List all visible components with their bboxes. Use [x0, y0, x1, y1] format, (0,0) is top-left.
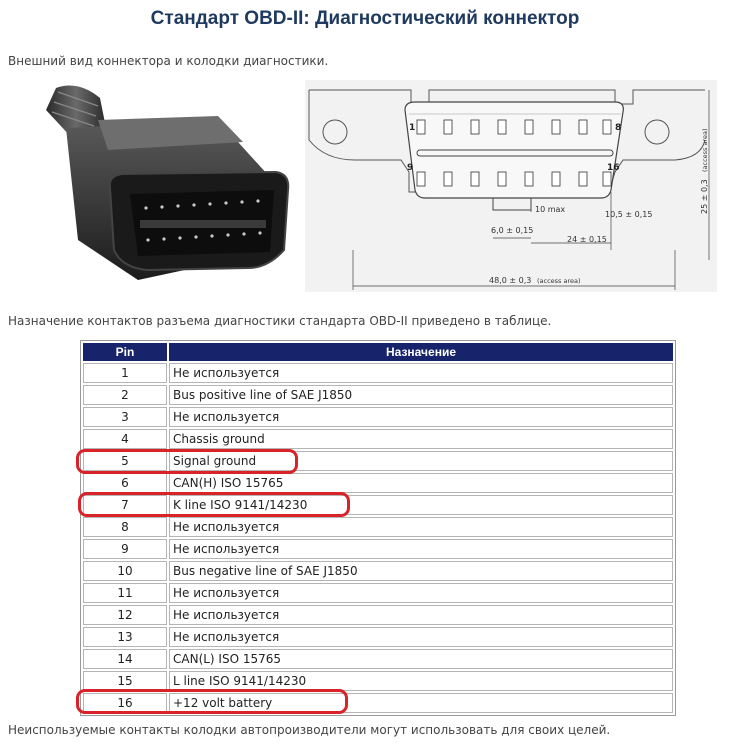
pin-1-label: 1 [409, 123, 416, 133]
dim-25: 25 ± 0,3 [700, 179, 709, 214]
purpose-column-header: Назначение [169, 343, 673, 361]
pin-purpose: Не используется [169, 363, 673, 383]
pin-purpose: Bus positive line of SAE J1850 [169, 385, 673, 405]
pin-number: 9 [83, 539, 167, 559]
dim-24: 24 ± 0,15 [567, 235, 607, 244]
pin-number: 6 [83, 473, 167, 493]
pin-number: 16 [83, 693, 167, 713]
pin-purpose: Signal ground [169, 451, 673, 471]
pin-purpose: Не используется [169, 407, 673, 427]
table-row [83, 539, 673, 559]
table-row [83, 561, 673, 581]
pin-number: 8 [83, 517, 167, 537]
pin-number: 2 [83, 385, 167, 405]
pin-number: 14 [83, 649, 167, 669]
pin-number: 12 [83, 605, 167, 625]
table-row [83, 473, 673, 493]
highlight-pin-7 [78, 492, 350, 517]
pin-purpose: Не используется [169, 605, 673, 625]
table-row [83, 517, 673, 537]
pin-purpose: L line ISO 9141/14230 [169, 671, 673, 691]
pin-purpose: Не используется [169, 583, 673, 603]
connector-photo [38, 80, 296, 292]
pin-8-label: 8 [615, 123, 622, 133]
pin-number: 11 [83, 583, 167, 603]
pin-number: 3 [83, 407, 167, 427]
table-row [83, 429, 673, 449]
dim-48: 48,0 ± 0,3 [489, 276, 532, 285]
intro-text: Внешний вид коннектора и колодки диагностики. [8, 54, 329, 68]
pin-purpose: CAN(H) ISO 15765 [169, 473, 673, 493]
table-row [83, 627, 673, 647]
pin-number: 5 [83, 451, 167, 471]
table-row [83, 671, 673, 691]
table-row [83, 649, 673, 669]
pin-column-header: Pin [83, 343, 167, 361]
table-row [83, 385, 673, 405]
page-title: Стандарт OBD-II: Диагностический коннектор [150, 8, 580, 29]
pin-number: 4 [83, 429, 167, 449]
dim-10-5: 10,5 ± 0,15 [605, 210, 653, 219]
pin-purpose: Chassis ground [169, 429, 673, 449]
pin-purpose: Не используется [169, 627, 673, 647]
pin-purpose: Не используется [169, 539, 673, 559]
pin-16-label: 16 [607, 163, 620, 173]
dim-25-note: (access area) [701, 128, 709, 172]
connector-drawing [305, 80, 717, 292]
dim-6: 6,0 ± 0,15 [491, 226, 534, 235]
pin-purpose: Bus negative line of SAE J1850 [169, 561, 673, 581]
pin-purpose: Не используется [169, 517, 673, 537]
pin-purpose: CAN(L) ISO 15765 [169, 649, 673, 669]
highlight-pin-5 [76, 449, 298, 474]
dim-48-note: (access area) [537, 277, 581, 285]
pin-number: 10 [83, 561, 167, 581]
footer-note: Неиспользуемые контакты колодки автопроизводители могут использовать для своих целей. [8, 723, 611, 737]
table-caption: Назначение контактов разъема диагностики стандарта OBD-II приведено в таблице. [8, 314, 552, 328]
table-row [83, 605, 673, 625]
pin-9-label: 9 [407, 163, 414, 173]
pin-purpose: K line ISO 9141/14230 [169, 495, 673, 515]
dim-10max: 10 max [535, 205, 566, 214]
table-row [83, 363, 673, 383]
pinout-table [80, 340, 676, 716]
pin-number: 7 [83, 495, 167, 515]
pin-number: 15 [83, 671, 167, 691]
table-row [83, 583, 673, 603]
pin-number: 13 [83, 627, 167, 647]
highlight-pin-16 [76, 689, 348, 714]
pin-number: 1 [83, 363, 167, 383]
pin-purpose: +12 volt battery [169, 693, 673, 713]
table-row [83, 407, 673, 427]
